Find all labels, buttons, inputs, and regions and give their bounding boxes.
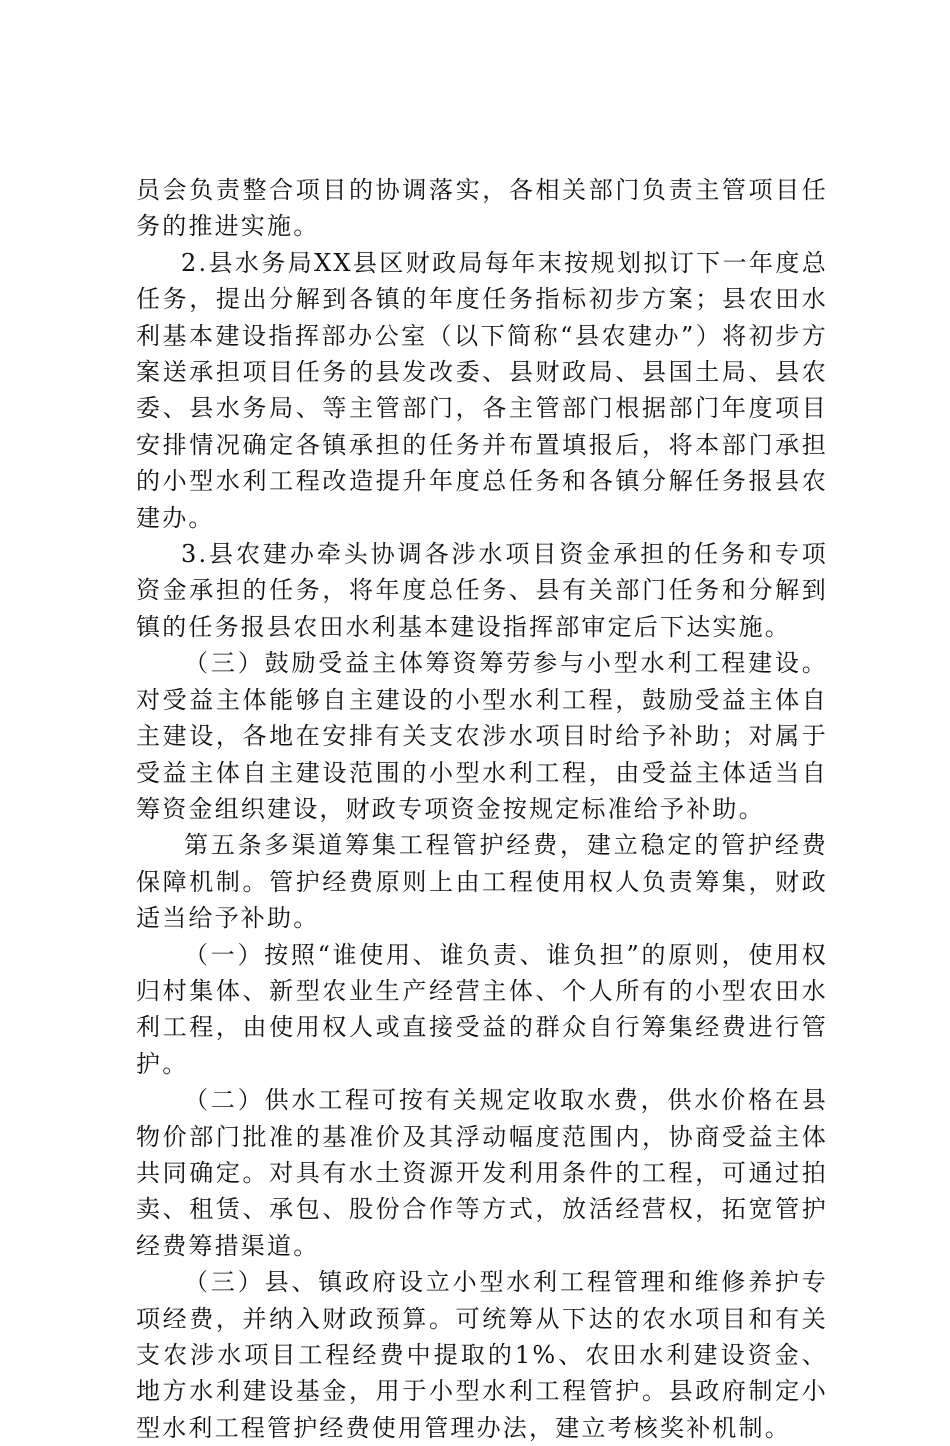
paragraph-item-2: 2.县水务局XX县区财政局每年末按规划拟订下一年度总任务，提出分解到各镇的年度任务指标初步方案；县农田水利基本建设指挥部办公室（以下简称“县农建办”）将初步方案送承担项目任务的县发改委、县财政局、县国土局、县农委、县水务局、等主管部门，各主管部门根据部门年度项目安排情况确定各镇承担的任务并布置填报后，将本部门承担的小型水利工程改造提升年度总任务和各镇分解任务报县农建办。 — [136, 248, 828, 532]
document-body — [136, 172, 828, 1446]
paragraph-article-5: 第五条多渠道筹集工程管护经费，建立稳定的管护经费保障机制。管护经费原则上由工程使用权人负责筹集，财政适当给予补助。 — [136, 831, 828, 933]
paragraph-subsection-3: （三）县、镇政府设立小型水利工程管理和维修养护专项经费，并纳入财政预算。可统筹从下达的农水项目和有关支农涉水项目工程经费中提取的1%、农田水利建设资金、地方水利建设基金，用于小型水利工程管护。县政府制定小型水利工程管护经费使用管理办法，建立考核奖补机制。 — [136, 1268, 828, 1442]
paragraph-subsection-2: （二）供水工程可按有关规定收取水费，供水价格在县物价部门批准的基准价及其浮动幅度范围内，协商受益主体共同确定。对具有水土资源开发利用条件的工程，可通过拍卖、租赁、承包、股份合作等方式，放活经营权，拓宽管护经费筹措渠道。 — [136, 1086, 828, 1260]
paragraph-subsection-1: （一）按照“谁使用、谁负责、谁负担”的原则，使用权归村集体、新型农业生产经营主体、个人所有的小型农田水利工程，由使用权人或直接受益的群众自行筹集经费进行管护。 — [136, 940, 828, 1078]
paragraph-section-3-encourage: （三）鼓励受益主体筹资筹劳参与小型水利工程建设。对受益主体能够自主建设的小型水利工程，鼓励受益主体自主建设，各地在安排有关支农涉水项目时给予补助；对属于受益主体自主建设范围的小型水利工程，由受益主体适当自筹资金组织建设，财政专项资金按规定标准给予补助。 — [136, 649, 828, 823]
paragraph-item-3: 3.县农建办牵头协调各涉水项目资金承担的任务和专项资金承担的任务，将年度总任务、县有关部门任务和分解到镇的任务报县农田水利基本建设指挥部审定后下达实施。 — [136, 540, 828, 641]
paragraph-continuation: 员会负责整合项目的协调落实，各相关部门负责主管项目任务的推进实施。 — [136, 176, 828, 241]
